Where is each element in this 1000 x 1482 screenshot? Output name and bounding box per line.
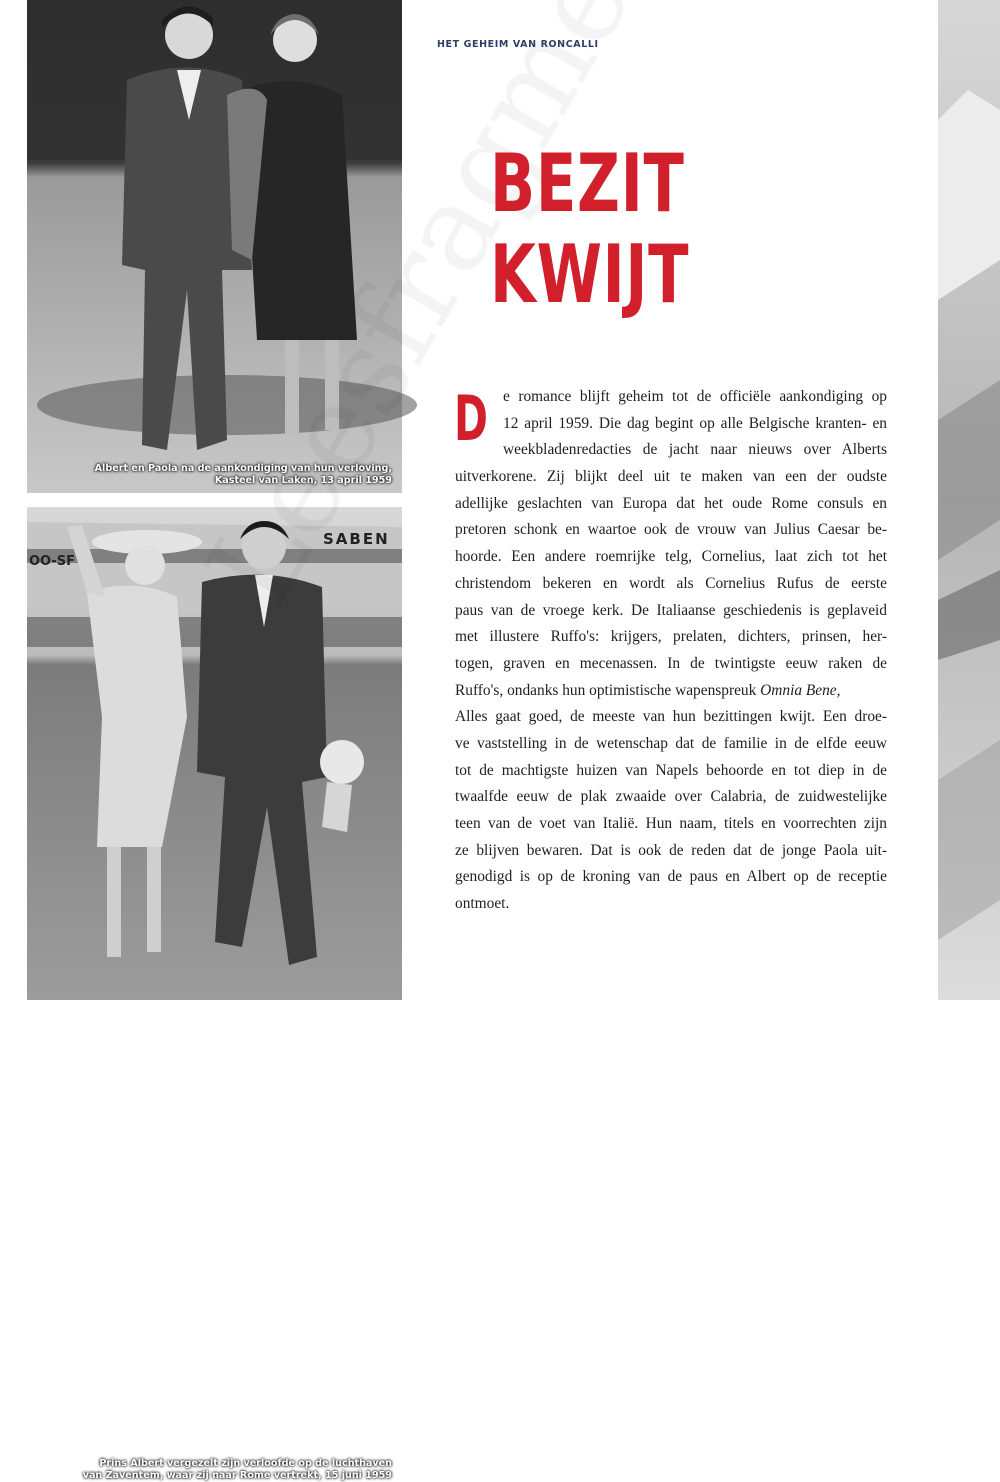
photo-mountain-image: [938, 0, 1000, 1000]
motto-italic: Omnia Bene,: [760, 681, 841, 699]
photo-caption-bottom: [83, 1458, 392, 1482]
photo-albert-paola-airport: [27, 507, 402, 1481]
airplane-registration-lettering: OO-SF: [29, 554, 75, 569]
photo-caption-bottom-line-1: Prins Albert vergezelt zijn verloofde op de luchthaven: [99, 1458, 392, 1469]
article-line: 12 april 1959. Die dag begint op alle Belgische kranten- en: [503, 414, 887, 432]
article-line: paus van de vroege kerk. De Italiaanse geschiedenis is geplaveid: [455, 601, 887, 619]
article-line: christendom bekeren en wordt als Cornelius Rufus de eerste: [455, 574, 887, 592]
photo-caption-bottom-line-2: van Zaventem, waar zij naar Rome vertrekt, 15 juni 1959: [82, 1470, 392, 1481]
article-line: uitverkorene. Zij blijkt deel uit te maken van een der oudste: [455, 468, 887, 486]
photo-airport-image: [27, 507, 402, 1000]
photo-caption-top-line-2: Kasteel van Laken, 13 april 1959: [214, 475, 392, 486]
photo-albert-paola-engagement: [27, 0, 402, 493]
photo-mountain-strip: [938, 0, 1000, 1000]
article-line: genodigd is op de kroning van de paus en Albert op de receptie: [455, 868, 887, 886]
article-line: togen, graven en mecenassen. In de twintigste eeuw raken de: [455, 654, 887, 672]
article-title-line-2: KWIJT: [490, 228, 690, 321]
article-line: met illustere Ruffo's: krijgers, prelaten, dichters, prinsen, her-: [455, 628, 887, 646]
article-line: pretoren schonk en waartoe ook de vrouw van Julius Caesar be-: [455, 521, 887, 539]
airplane-lettering: SABEN: [323, 530, 390, 548]
article-title: [490, 138, 756, 320]
article-line: tot de machtigste huizen van Napels behoorde en tot diep in de: [455, 761, 887, 779]
article-line-motto: [455, 678, 887, 705]
running-header: HET GEHEIM VAN RONCALLI: [437, 39, 599, 50]
article-line: weekbladenredacties de jacht naar nieuws over Alberts: [503, 441, 887, 459]
article-line: teen van de voet van Italië. Hun naam, titels en voorrechten zijn: [455, 815, 887, 832]
article-line: ze blijven bewaren. Dat is ook de reden dat de jonge Paola uit-: [455, 841, 887, 859]
article-line: Ruffo's, ondanks hun optimistische wapenspreuk: [455, 681, 761, 699]
photo-caption-top-line-1: Albert en Paola na de aankondiging van hun verloving,: [94, 463, 392, 474]
article-line: twaalfde eeuw de plak zwaaide over Calabria, de zuidwestelijke: [455, 788, 887, 806]
drop-cap: D: [454, 382, 488, 455]
article-line: hoorde. Een andere roemrijke telg, Cornelius, laat zich tot het: [455, 548, 887, 566]
photo-engagement-image: [27, 0, 402, 493]
article-line: e romance blijft geheim tot de officiële aankondiging op: [503, 388, 887, 405]
article-line: ve vaststelling in de wetenschap dat de familie in de elfde eeuw: [455, 734, 887, 752]
photo-caption-top: [95, 463, 392, 487]
article-line: adellijke geslachten van Europa dat het oude Rome consuls en: [455, 494, 887, 512]
article-body: [455, 384, 887, 918]
article-title-line-1: BEZIT: [490, 137, 685, 230]
article-line: ontmoet.: [455, 895, 510, 913]
article-line: Alles gaat goed, de meeste van hun bezittingen kwijt. Een droe-: [455, 708, 887, 726]
